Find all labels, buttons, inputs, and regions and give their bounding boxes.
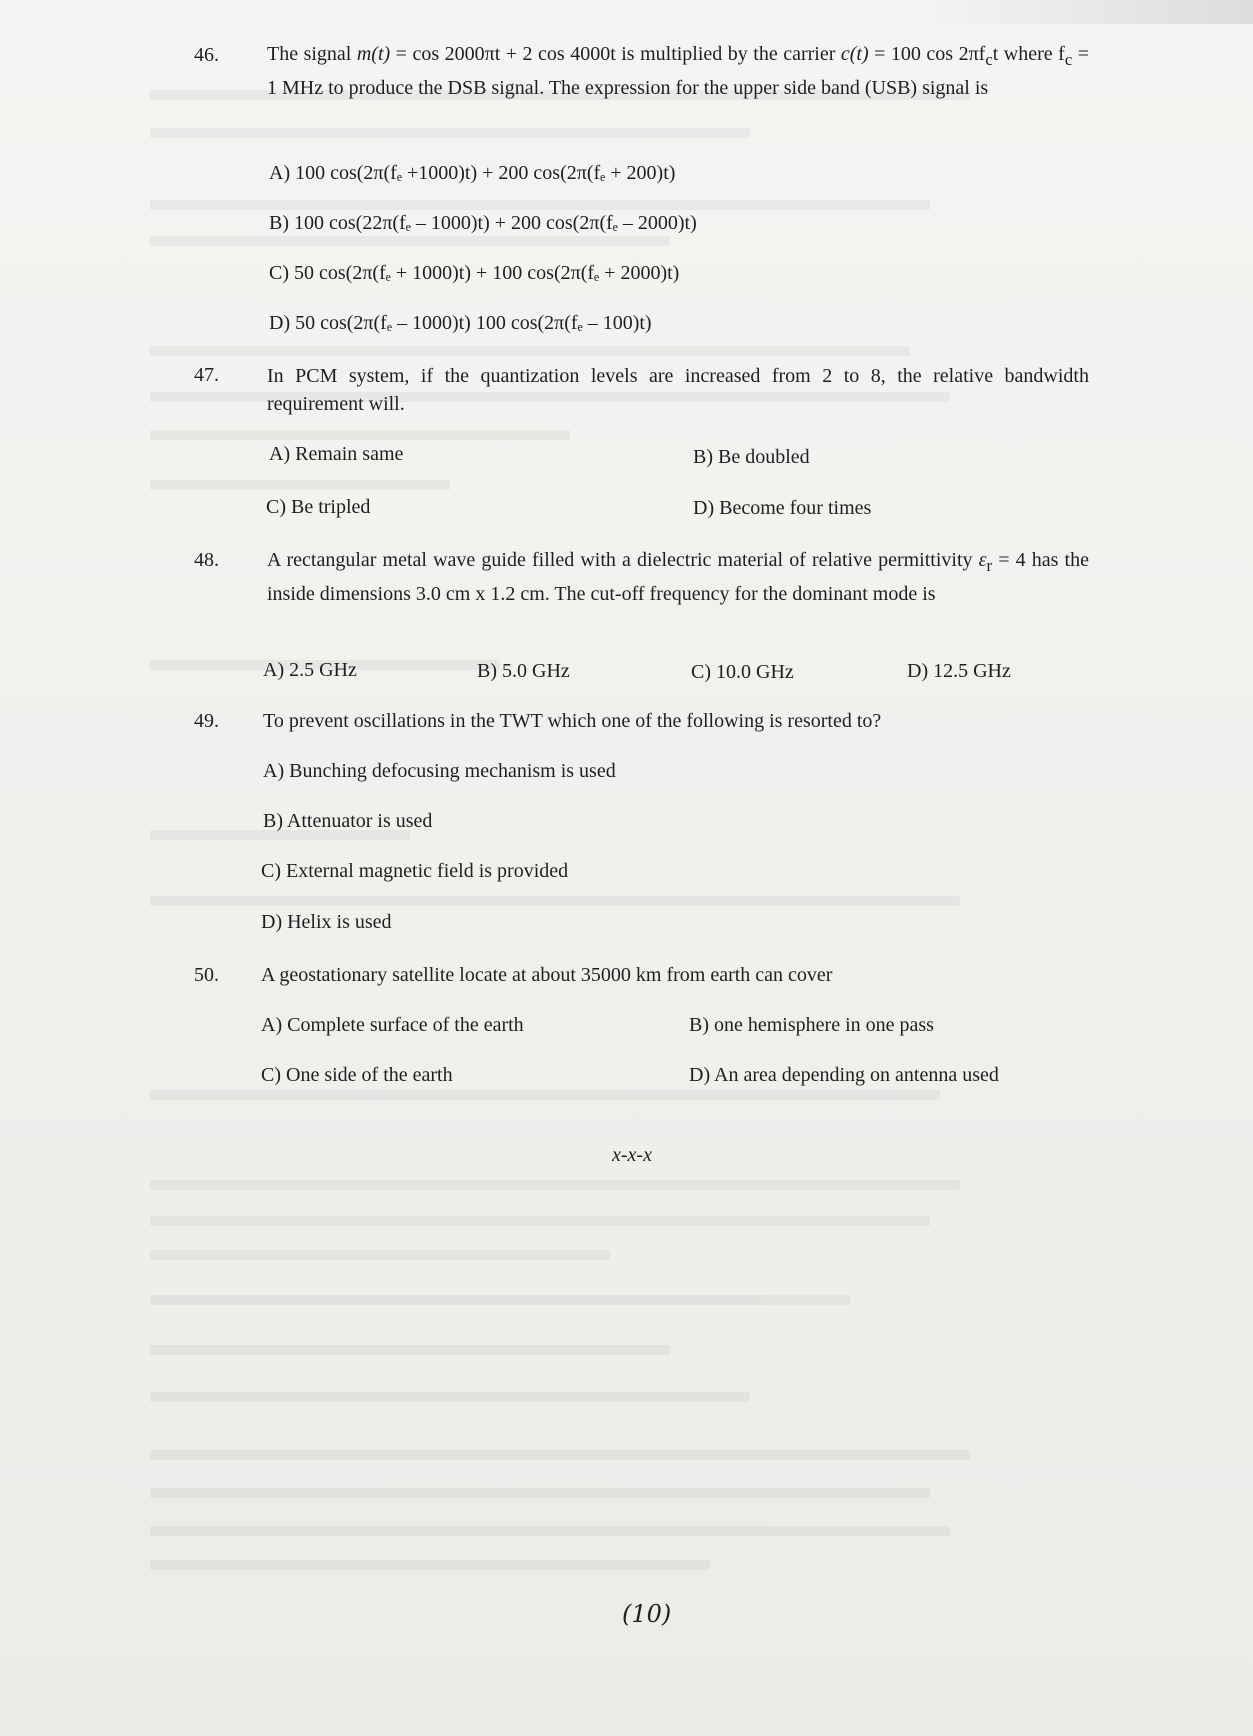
option-b: B) one hemisphere in one pass [689,1014,934,1036]
question-number: 48. [194,549,219,571]
question-number: 46. [194,44,219,66]
option-b: B) 100 cos(22π(fₑ – 1000)t) + 200 cos(2π(fₑ – 2000)t) [269,212,697,234]
option-a: A) Complete surface of the earth [261,1014,524,1036]
question-number: 49. [194,710,219,732]
question-text: In PCM system, if the quantization levels are increased from 2 to 8, the relative bandwidth requirement will. [267,365,1089,415]
option-a: A) 2.5 GHz [263,659,357,681]
end-mark: x-x-x [612,1144,652,1166]
option-c: C) 10.0 GHz [691,661,794,683]
option-a: A) Remain same [269,443,404,465]
option-b: B) 5.0 GHz [477,660,570,682]
option-d: D) 12.5 GHz [907,660,1011,682]
scan-edge-shade [923,0,1253,24]
option-a: A) 100 cos(2π(fₑ +1000)t) + 200 cos(2π(fₑ + 200)t) [269,162,676,184]
option-d: D) Helix is used [261,911,392,933]
option-d: D) 50 cos(2π(fₑ – 1000)t) 100 cos(2π(fₑ – 100)t) [269,312,652,334]
option-a: A) Bunching defocusing mechanism is used [263,760,616,782]
page-number: (10) [622,1600,672,1628]
question-text: The signal m(t) = cos 2000πt + 2 cos 4000t is multiplied by the carrier c(t) = 100 $\cos 2\pi f_ct$ where $f_c = 1$ MHz to produce the DSB signal. The expression for the upper side band (USB) signal is [267,43,1090,99]
question-number: 50. [194,964,219,986]
question-text: A geostationary satellite locate at about 35000 km from earth can cover [261,964,833,986]
option-b: B) Attenuator is used [263,810,433,832]
option-d: D) An area depending on antenna used [689,1064,999,1086]
question-text: To prevent oscillations in the TWT which one of the following is resorted to? [263,710,882,732]
option-c: C) Be tripled [266,496,371,518]
option-b: B) Be doubled [693,446,810,468]
question-number: 47. [194,364,219,386]
option-c: C) 50 cos(2π(fₑ + 1000)t) + 100 cos(2π(fₑ + 2000)t) [269,262,680,284]
question-text: A rectangular metal wave guide filled with a dielectric material of relative permittivity $\varepsilon_r = 4$ has the inside dimensions 3.0 cm x 1.2 cm. The cut-off frequency for the dominant mode is [267,549,1089,605]
option-d: D) Become four times [693,497,872,519]
option-c: C) External magnetic field is provided [261,860,569,882]
option-c: C) One side of the earth [261,1064,453,1086]
